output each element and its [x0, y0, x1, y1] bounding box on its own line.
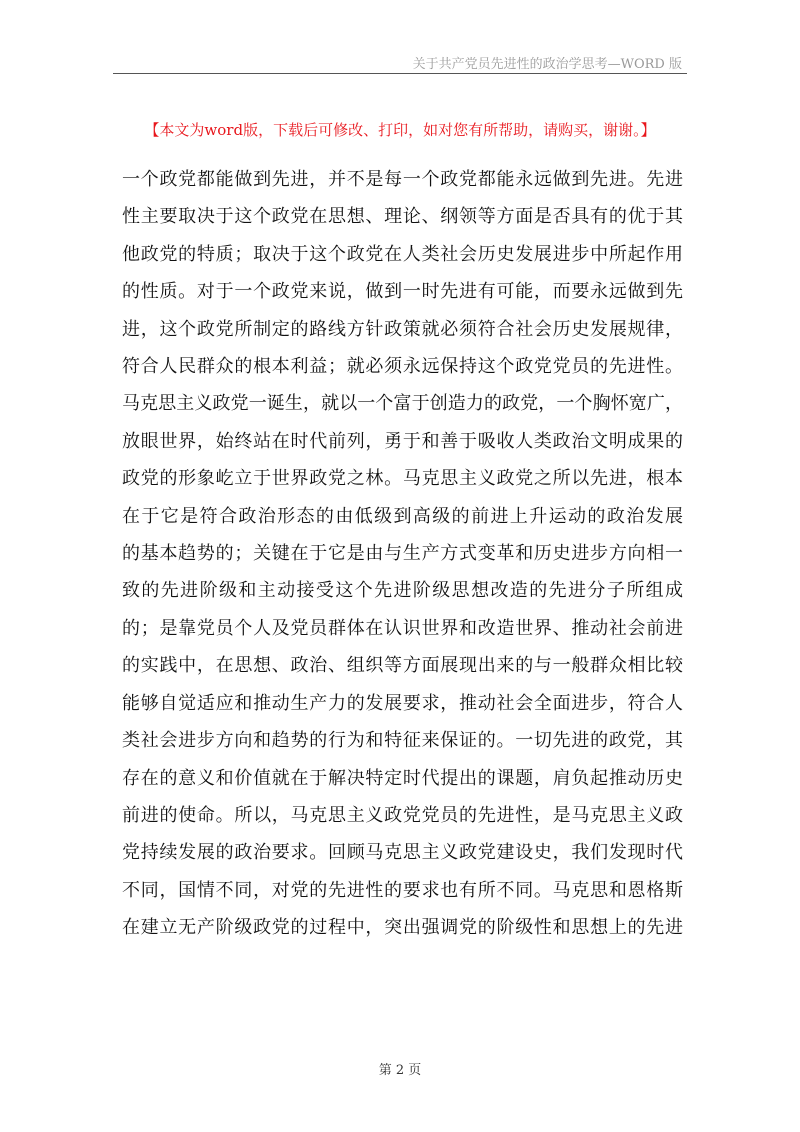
body-line: 类社会进步方向和趋势的行为和特征来保证的。一切先进的政党，其	[122, 730, 683, 752]
header-divider	[113, 73, 687, 74]
body-line: 进，这个政党所制定的路线方针政策就必须符合社会历史发展规律，	[122, 318, 683, 340]
body-line: 性主要取决于这个政党在思想、理论、纲领等方面是否具有的优于其	[122, 206, 683, 228]
body-line: 党持续发展的政治要求。回顾马克思主义政党建设史，我们发现时代	[122, 842, 683, 864]
body-line: 一个政党都能做到先进，并不是每一个政党都能永远做到先进。先进	[122, 169, 683, 190]
purchase-notice: 【本文为word版，下载后可修改、打印，如对您有所帮助，请购买，谢谢。】	[144, 121, 656, 139]
body-line: 的基本趋势的；关键在于它是由与生产方式变革和历史进步方向相一	[122, 543, 683, 565]
body-line: 前进的使命。所以，马克思主义政党党员的先进性，是马克思主义政	[122, 804, 683, 826]
body-line: 的性质。对于一个政党来说，做到一时先进有可能，而要永远做到先	[122, 281, 683, 303]
running-header: 关于共产党员先进性的政治学思考—WORD 版	[412, 57, 682, 72]
page-number: 第 2 页	[378, 1063, 422, 1078]
body-line: 政党的形象屹立于世界政党之林。马克思主义政党之所以先进，根本	[122, 468, 683, 490]
body-line: 能够自觉适应和推动生产力的发展要求，推动社会全面进步，符合人	[122, 692, 683, 714]
body-line: 在建立无产阶级政党的过程中，突出强调党的阶级性和思想上的先进	[122, 917, 683, 939]
body-line: 他政党的特质；取决于这个政党在人类社会历史发展进步中所起作用	[122, 243, 683, 265]
body-line: 的实践中，在思想、政治、组织等方面展现出来的与一般群众相比较	[122, 655, 683, 677]
body-line: 在于它是符合政治形态的由低级到高级的前进上升运动的政治发展	[122, 505, 683, 527]
document-body	[122, 161, 683, 947]
body-line: 致的先进阶级和主动接受这个先进阶级思想改造的先进分子所组成	[122, 580, 683, 602]
body-line: 符合人民群众的根本利益；就必须永远保持这个政党党员的先进性。	[122, 356, 683, 378]
body-line: 放眼世界，始终站在时代前列，勇于和善于吸收人类政治文明成果的	[122, 430, 683, 452]
body-line: 马克思主义政党一诞生，就以一个富于创造力的政党，一个胸怀宽广，	[122, 393, 683, 415]
body-line: 的；是靠党员个人及党员群体在认识世界和改造世界、推动社会前进	[122, 617, 683, 639]
body-line: 存在的意义和价值就在于解决特定时代提出的课题，肩负起推动历史	[122, 767, 683, 789]
body-line: 不同，国情不同，对党的先进性的要求也有所不同。马克思和恩格斯	[122, 879, 683, 901]
